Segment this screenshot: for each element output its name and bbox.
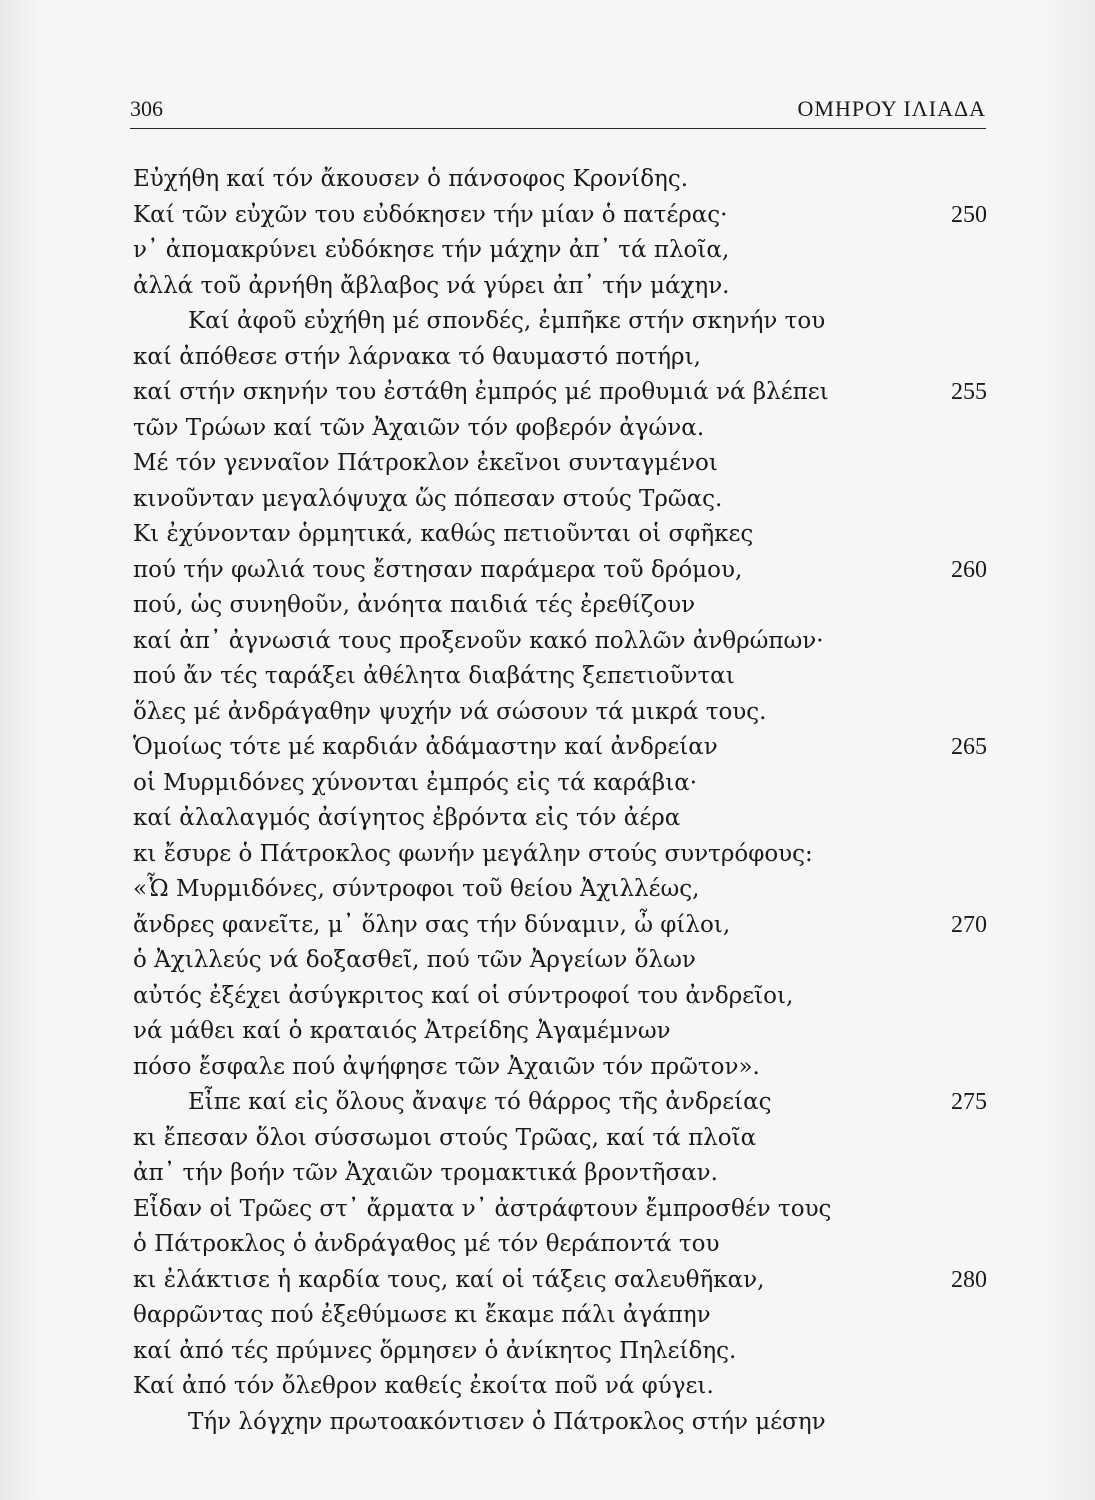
- verse-line: [0, 766, 1095, 802]
- verse-line: [0, 837, 1095, 873]
- verse-line: [0, 1014, 1095, 1050]
- verse-text: οἱ Μυρμιδόνες χύνονται ἐμπρός εἰς τά καράβια·: [133, 769, 698, 796]
- line-number: 270: [951, 911, 987, 938]
- verse-line: [0, 198, 1095, 234]
- verse-text: Καί ἀφοῦ εὐχήθη μέ σπονδές, ἐμπῆκε στήν σκηνήν του: [188, 308, 826, 334]
- line-number: 260: [951, 556, 987, 583]
- verse-text: Εἶπε καί εἰς ὅλους ἄναψε τό θάρρος τῆς ἀνδρείας: [188, 1089, 772, 1115]
- verse-text: πού τήν φωλιά τους ἔστησαν παράμερα τοῦ δρόμου,: [133, 556, 743, 583]
- running-head: [130, 92, 986, 128]
- verse-line: [0, 1050, 1095, 1086]
- line-number: 250: [951, 201, 987, 228]
- verse-text: καί ἀπόθεσε στήν λάρνακα τό θαυμαστό ποτήρι,: [133, 343, 701, 370]
- verse-line: [0, 162, 1095, 198]
- book-title: ΟΜΗΡΟΥ ΙΛΙΑΔΑ: [797, 96, 986, 121]
- verse-text: Κι ἐχύνονταν ὁρμητικά, καθώς πετιοῦνται οἱ σφῆκες: [133, 521, 754, 547]
- verse-text: αὐτός ἐξέχει ἀσύγκριτος καί οἱ σύντροφοί του ἀνδρεῖοι,: [133, 982, 794, 1009]
- verse-text: «Ὦ Μυρμιδόνες, σύντροφοι τοῦ θείου Ἀχιλλέως,: [133, 876, 700, 902]
- verse-line: [0, 411, 1095, 447]
- verse-text: καί ἀπό τές πρύμνες ὅρμησεν ὁ ἀνίκητος Πηλείδης.: [133, 1337, 737, 1364]
- verse-text: ν᾿ ἀπομακρύνει εὐδόκησε τήν μάχην ἀπ᾿ τά πλοῖα,: [133, 237, 730, 263]
- verse-text: θαρρῶντας πού ἐξεθύμωσε κι ἔκαμε πάλι ἀγάπην: [133, 1302, 711, 1328]
- verse-line: [0, 1298, 1095, 1334]
- verse-text: Καί τῶν εὐχῶν του εὐδόκησεν τήν μίαν ὁ πατέρας·: [133, 201, 728, 228]
- verse-text: νά μάθει καί ὁ κραταιός Ἀτρείδης Ἀγαμέμνων: [133, 1018, 671, 1044]
- verse-block: [0, 162, 1095, 1440]
- verse-text: Καί ἀπό τόν ὄλεθρον καθείς ἐκοίτα ποῦ νά φύγει.: [133, 1373, 714, 1399]
- verse-text: ὅλες μέ ἀνδράγαθην ψυχήν νά σώσουν τά μικρά τους.: [133, 698, 767, 725]
- verse-line: [0, 482, 1095, 518]
- verse-text: τῶν Τρώων καί τῶν Ἀχαιῶν τόν φοβερόν ἀγώνα.: [133, 414, 705, 441]
- verse-line: [0, 340, 1095, 376]
- verse-line: [0, 304, 1095, 340]
- verse-text: κι ἔπεσαν ὅλοι σύσσωμοι στούς Τρῶας, καί τά πλοῖα: [133, 1124, 757, 1151]
- verse-text: Μέ τόν γενναῖον Πάτροκλον ἐκεῖνοι συνταγμένοι: [133, 450, 718, 476]
- verse-line: [0, 517, 1095, 553]
- verse-line: [0, 375, 1095, 411]
- verse-line: [0, 1334, 1095, 1370]
- verse-text: καί στήν σκηνήν του ἐστάθη ἐμπρός μέ προθυμιά νά βλέπει: [133, 379, 829, 405]
- verse-text: καί ἀλαλαγμός ἀσίγητος ἐβρόντα εἰς τόν ἀέρα: [133, 805, 681, 831]
- verse-line: [0, 1369, 1095, 1405]
- verse-line: [0, 908, 1095, 944]
- line-number: 255: [951, 379, 987, 405]
- page-number: 306: [130, 96, 163, 121]
- verse-text: Ὁμοίως τότε μέ καρδιάν ἀδάμαστην καί ἀνδρείαν: [133, 734, 718, 760]
- verse-line: [0, 730, 1095, 766]
- verse-line: [0, 1263, 1095, 1299]
- verse-text: καί ἀπ᾿ ἀγνωσιά τους προξενοῦν κακό πολλῶν ἀνθρώπων·: [133, 627, 824, 654]
- verse-text: κινοῦνταν μεγαλόψυχα ὥς πόπεσαν στούς Τρῶας.: [133, 485, 723, 512]
- verse-text: πόσο ἔσφαλε πού ἀψήφησε τῶν Ἀχαιῶν τόν πρῶτον».: [133, 1053, 760, 1080]
- verse-line: [0, 1192, 1095, 1228]
- verse-line: [0, 553, 1095, 589]
- verse-line: [0, 1227, 1095, 1263]
- verse-text: κι ἔσυρε ὁ Πάτροκλος φωνήν μεγάλην στούς συντρόφους:: [133, 840, 813, 867]
- verse-text: ἀλλά τοῦ ἀρνήθη ἄβλαβος νά γύρει ἀπ᾿ τήν μάχην.: [133, 272, 730, 299]
- verse-text: πού ἄν τές ταράξει ἀθέλητα διαβάτης ξεπετιοῦνται: [133, 663, 735, 689]
- verse-text: ὁ Πάτροκλος ὁ ἀνδράγαθος μέ τόν θεράποντά του: [133, 1231, 720, 1257]
- verse-line: [0, 943, 1095, 979]
- verse-text: Εἶδαν οἱ Τρῶες στ᾿ ἄρματα ν᾿ ἀστράφτουν ἔμπροσθέν τους: [133, 1195, 832, 1222]
- verse-line: [0, 801, 1095, 837]
- verse-text: Εὐχήθη καί τόν ἄκουσεν ὁ πάνσοφος Κρονίδης.: [133, 166, 689, 192]
- verse-line: [0, 1121, 1095, 1157]
- verse-line: [0, 695, 1095, 731]
- verse-text: ὁ Ἀχιλλεύς νά δοξασθεῖ, πού τῶν Ἀργείων ὅλων: [133, 947, 696, 973]
- line-number: 280: [951, 1266, 987, 1293]
- verse-line: [0, 979, 1095, 1015]
- verse-text: ἀπ᾿ τήν βοήν τῶν Ἀχαιῶν τρομακτικά βροντῆσαν.: [133, 1160, 718, 1186]
- verse-text: ἄνδρες φανεῖτε, μ᾿ ὅλην σας τήν δύναμιν, ὦ φίλοι,: [133, 911, 731, 938]
- verse-line: [0, 872, 1095, 908]
- verse-line: [0, 588, 1095, 624]
- verse-line: [0, 233, 1095, 269]
- verse-line: [0, 1405, 1095, 1441]
- verse-text: πού, ὡς συνηθοῦν, ἀνόητα παιδιά τές ἐρεθίζουν: [133, 592, 696, 618]
- line-number: 265: [951, 734, 987, 760]
- verse-line: [0, 269, 1095, 305]
- verse-line: [0, 659, 1095, 695]
- line-number: 275: [951, 1089, 987, 1115]
- verse-line: [0, 1085, 1095, 1121]
- verse-line: [0, 1156, 1095, 1192]
- verse-text: Τήν λόγχην πρωτοακόντισεν ὁ Πάτροκλος στήν μέσην: [188, 1408, 826, 1435]
- verse-text: κι ἐλάκτισε ἡ καρδία τους, καί οἱ τάξεις σαλευθῆκαν,: [133, 1266, 765, 1293]
- verse-line: [0, 624, 1095, 660]
- verse-line: [0, 446, 1095, 482]
- header-rule: [130, 128, 986, 129]
